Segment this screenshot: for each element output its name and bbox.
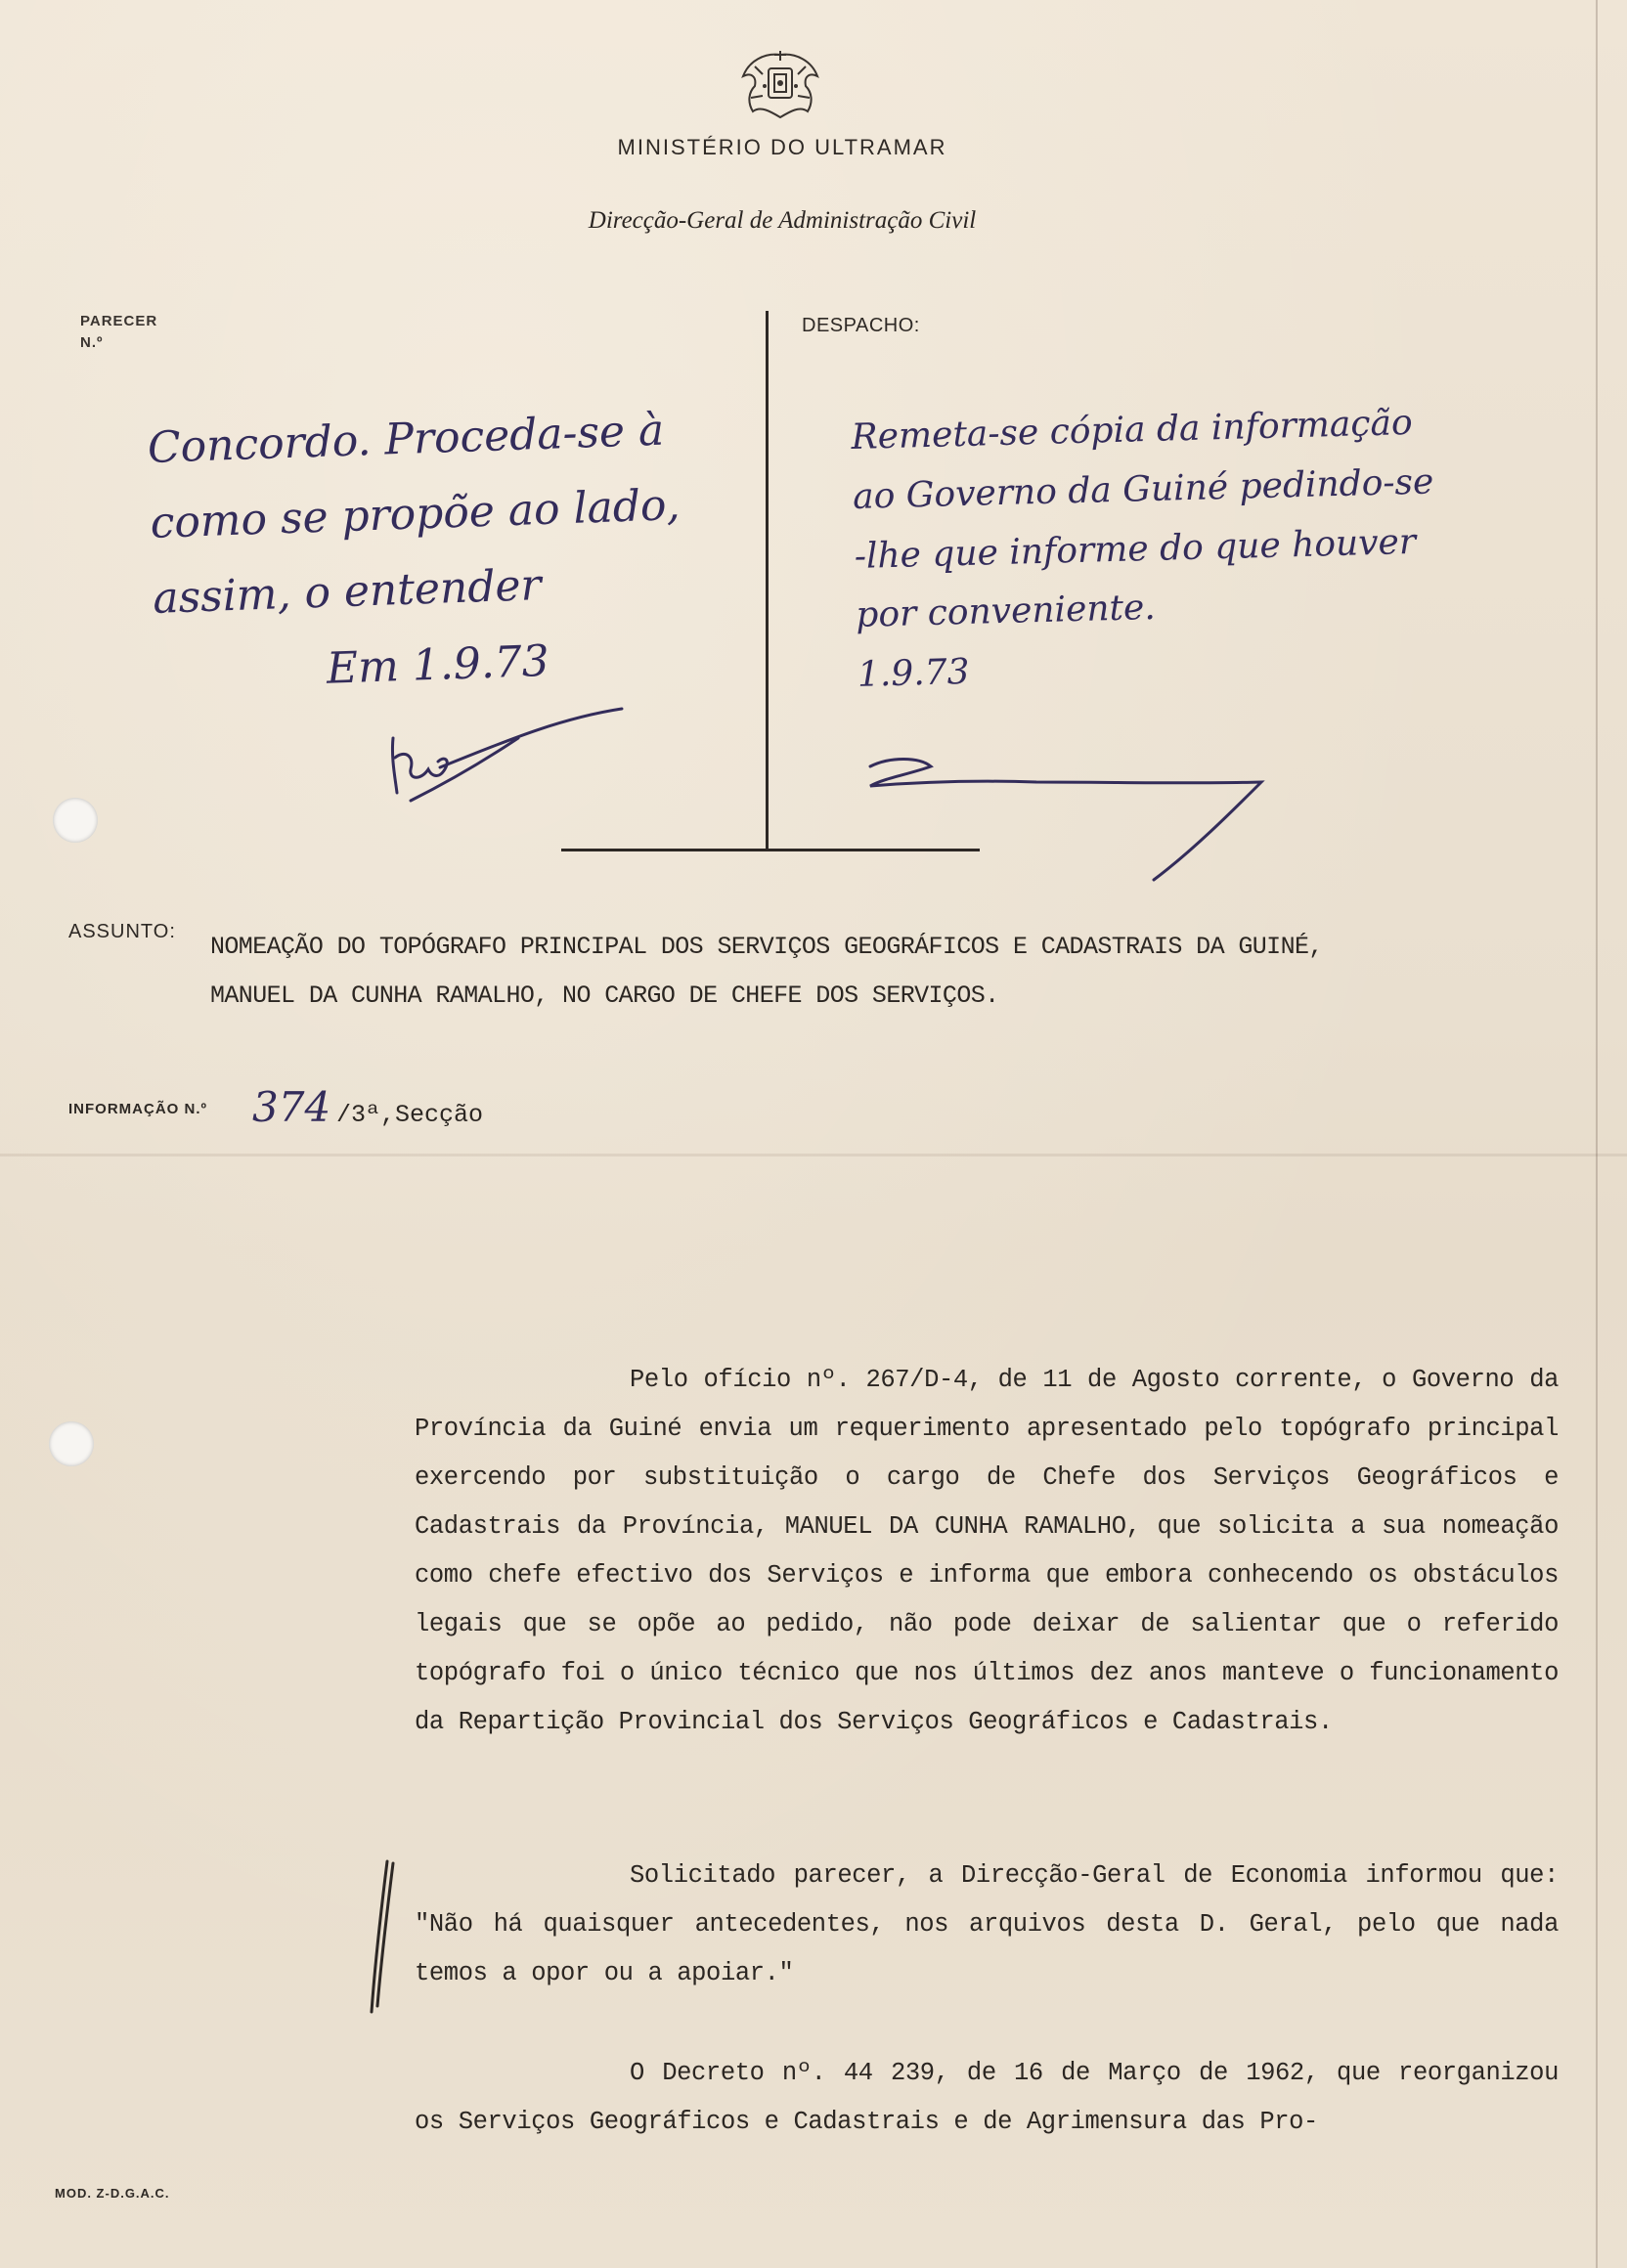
body-paragraph-text: Pelo ofício nº. 267/D-4, de 11 de Agosto corrente, o Governo da Província da Guiné envia um requerimento apresentado pelo topógrafo principal exercendo por substituição o cargo de Chefe dos Serviços Geográficos e Cadastrais da Província, MANUEL DA CUNHA RAMALHO, que solicita a sua nomeação como chefe efectivo dos Serviços e informa que embora conhecendo os obstáculos legais que se opõe ao pedido, não pode deixar de salientar que o referido topógrafo foi o único técnico que nos últimos dez anos manteve o funcionamento da Repartição Provincial dos Serviços Geográficos e Cadastrais.: [415, 1366, 1559, 1736]
signature-right-icon: [860, 743, 1281, 890]
coat-of-arms-icon: [735, 47, 825, 123]
margin-mark-icon: [366, 1859, 395, 2016]
punch-hole: [49, 1421, 94, 1466]
informacao-number: 374: [252, 1083, 331, 1131]
parecer-label-text: PARECER: [80, 313, 158, 329]
parecer-number-label: N.º: [80, 334, 104, 351]
handwritten-line: como se propõe ao lado,: [149, 480, 682, 549]
directorate-heading: Direcção-Geral de Administração Civil: [588, 207, 977, 234]
body-paragraph: [415, 2049, 1559, 2147]
informacao-section: /3ª,Secção: [336, 1101, 484, 1129]
column-divider: [766, 311, 769, 850]
body-paragraph: [415, 1356, 1559, 1747]
paper-edge: [1596, 0, 1598, 2268]
ministry-heading: MINISTÉRIO DO ULTRAMAR: [617, 135, 947, 159]
assunto-text: [210, 923, 1511, 1021]
handwritten-line: assim, o entender: [152, 560, 543, 625]
body-paragraph-text: O Decreto nº. 44 239, de 16 de Março de 1962, que reorganizou os Serviços Geográficos e Cadastrais e de Agrimensura das Pro-: [415, 2059, 1559, 2136]
assunto-line: MANUEL DA CUNHA RAMALHO, NO CARGO DE CHEFE DOS SERVIÇOS.: [210, 981, 999, 1010]
form-model-code: MOD. Z-D.G.A.C.: [55, 2186, 170, 2201]
body-paragraph: [415, 1852, 1559, 1998]
handwritten-line: por conveniente.: [855, 588, 1157, 636]
handwritten-date: 1.9.73: [857, 652, 970, 696]
handwritten-line: -lhe que informe do que houver: [854, 521, 1417, 577]
body-paragraph-text: Solicitado parecer, a Direcção-Geral de Economia informou que: "Não há quaisquer antecedentes, nos arquivos desta D. Geral, pelo que nada temos a opor ou a apoiar.": [415, 1861, 1559, 1987]
informacao-label: INFORMAÇÃO N.º: [68, 1101, 207, 1117]
punch-hole: [53, 798, 98, 843]
parecer-handwritten-note: [147, 400, 743, 722]
handwritten-line: Concordo. Proceda-se à: [147, 405, 666, 473]
parecer-label: [80, 311, 157, 354]
paper-fold: [0, 1154, 1627, 1156]
despacho-label: DESPACHO:: [802, 315, 920, 336]
signature-left-icon: [381, 699, 636, 807]
assunto-label: ASSUNTO:: [68, 921, 176, 942]
assunto-line: NOMEAÇÃO DO TOPÓGRAFO PRINCIPAL DOS SERVIÇOS GEOGRÁFICOS E CADASTRAIS DA GUINÉ,: [210, 933, 1323, 961]
despacho-handwritten-note: [851, 397, 1582, 713]
handwritten-line: Remeta-se cópia da informação: [851, 402, 1414, 458]
handwritten-line: ao Governo da Guiné pedindo-se: [852, 461, 1434, 517]
handwritten-date: Em 1.9.73: [326, 635, 550, 694]
